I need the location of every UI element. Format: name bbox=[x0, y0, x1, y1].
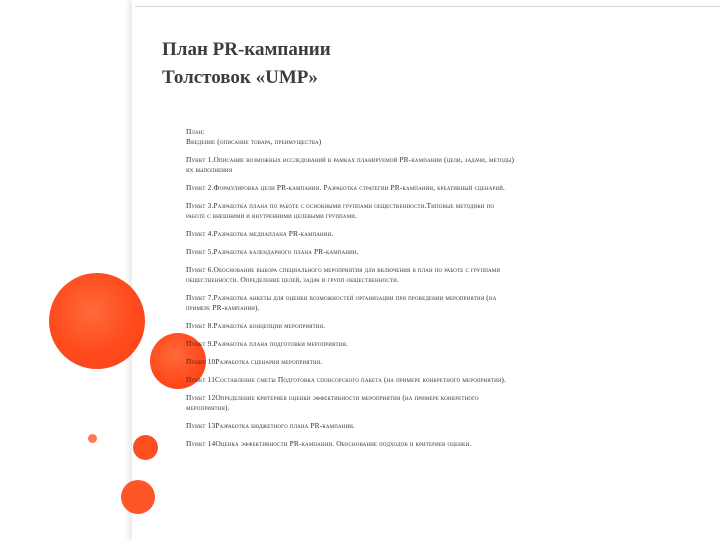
plan-item-line: Пункт 3.Разработка плана по работе с основными группами общественности.Типовые методики по bbox=[186, 201, 495, 210]
plan-content bbox=[186, 127, 666, 457]
plan-items bbox=[186, 155, 666, 449]
plan-item bbox=[186, 375, 666, 385]
plan-item bbox=[186, 421, 666, 431]
plan-item-line: Пункт 2.Формулировка цели PR-кампании. Разработка стратегии PR-кампании, креативный сценарий. bbox=[186, 183, 505, 192]
plan-item-line: Пункт 5.Разработка календарного плана PR-кампании. bbox=[186, 247, 359, 256]
plan-item-line: Пункт 13Разработка бюджетного плана PR-кампании. bbox=[186, 421, 356, 430]
decorative-circle-bottom bbox=[121, 480, 155, 514]
plan-item-line: Пункт 9.Разработка плана подготовки мероприятия. bbox=[186, 339, 348, 348]
plan-intro: Введение (описание товара, преимущества) bbox=[186, 137, 322, 146]
title-line-2: Толстовок «UMP» bbox=[162, 67, 318, 88]
top-rule bbox=[135, 6, 720, 7]
plan-item-line: Пункт 1.Описание возможных исследований в рамках планируемой PR-кампании (цели, задачи, методы) bbox=[186, 155, 515, 164]
plan-item bbox=[186, 265, 666, 285]
plan-item bbox=[186, 247, 666, 257]
plan-item-line: Пункт 4.Разработка медиаплана PR-кампании. bbox=[186, 229, 334, 238]
slide-title bbox=[162, 36, 682, 92]
plan-item bbox=[186, 339, 666, 349]
plan-item-line: примере PR-кампании). bbox=[186, 303, 260, 312]
plan-item bbox=[186, 293, 666, 313]
decorative-circle-large bbox=[49, 273, 145, 369]
plan-item bbox=[186, 321, 666, 331]
plan-item bbox=[186, 229, 666, 239]
plan-item-line: Пункт 8.Разработка концепции мероприятия. bbox=[186, 321, 326, 330]
plan-item-line: Пункт 12Определение критериев оценки эффективности мероприятия (на примере конкретного bbox=[186, 393, 479, 402]
plan-heading: План: bbox=[186, 127, 205, 136]
plan-item bbox=[186, 357, 666, 367]
plan-item-line: Пункт 11Составление сметы Подготовка спонсорского пакета (на примере конкретного мероприятия). bbox=[186, 375, 506, 384]
title-line-1: План PR-кампании bbox=[162, 39, 331, 60]
plan-item-line: Пункт 7.Разработка анкеты для оценки возможностей организации при проведении мероприятия (на bbox=[186, 293, 497, 302]
plan-item-line: их выполнения bbox=[186, 165, 233, 174]
decorative-circle-tiny bbox=[88, 434, 97, 443]
plan-item bbox=[186, 183, 666, 193]
plan-item bbox=[186, 201, 666, 221]
plan-item-line: Пункт 10Разработка сценария мероприятия. bbox=[186, 357, 323, 366]
plan-item bbox=[186, 155, 666, 175]
plan-item bbox=[186, 439, 666, 449]
plan-item-line: общественности. Определение целей, задач и групп общественности. bbox=[186, 275, 399, 284]
decorative-circle-small bbox=[133, 435, 158, 460]
plan-item bbox=[186, 393, 666, 413]
plan-item-line: работе с внешними и внутренними целевыми группами. bbox=[186, 211, 358, 220]
plan-item-line: мероприятия). bbox=[186, 403, 230, 412]
plan-item-line: Пункт 6.Обоснование выбора специального мероприятия для включения в план по работе с группами bbox=[186, 265, 501, 274]
plan-item-line: Пункт 14Оценка эффективности PR-кампании. Обоснование подходов и критериев оценки. bbox=[186, 439, 472, 448]
